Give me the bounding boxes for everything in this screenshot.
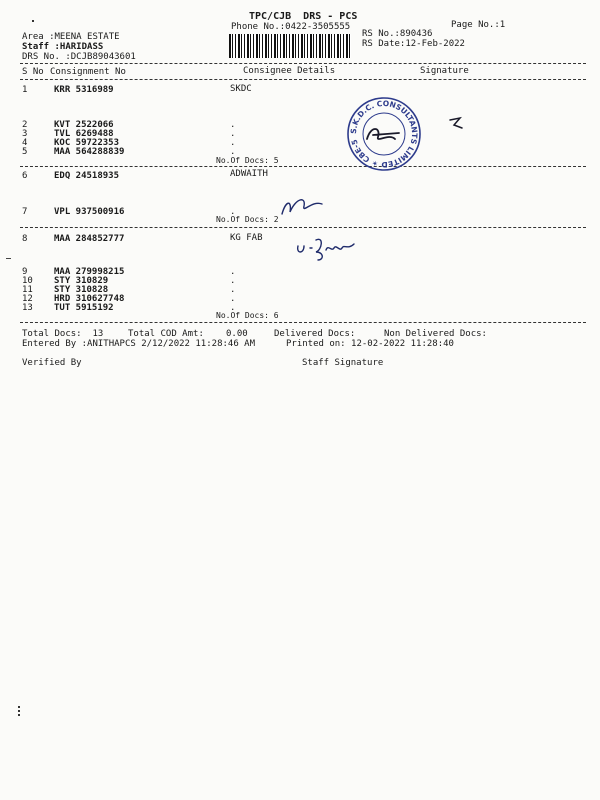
- divider: [20, 79, 586, 80]
- rs-date: RS Date:12-Feb-2022: [362, 39, 465, 49]
- row-sno: 8: [22, 234, 28, 244]
- row-sno: 5: [22, 147, 28, 157]
- signature-3: [294, 234, 358, 264]
- row-sno: 1: [22, 85, 28, 95]
- group-doc-count: No.Of Docs: 5: [216, 156, 279, 165]
- divider: [20, 227, 586, 228]
- row-consignment: KRR 5316989: [54, 85, 114, 95]
- row-consignment: STY 310829: [54, 276, 109, 286]
- page-number: Page No.:1: [451, 20, 506, 30]
- row-consignment: MAA 564288839: [54, 147, 125, 157]
- row-consignment: MAA 284852777: [54, 234, 125, 244]
- row-consignment: HRD 310627748: [54, 294, 125, 304]
- entered-by: Entered By :ANITHAPCS 2/12/2022 11:28:46 AM: [22, 339, 255, 349]
- divider: [20, 63, 586, 64]
- row-sno: 4: [22, 138, 28, 148]
- rs-number: RS No.:890436: [362, 29, 433, 39]
- row-sno: 7: [22, 207, 28, 217]
- group-doc-count: No.Of Docs: 2: [216, 215, 279, 224]
- row-consignment: TVL 6269488: [54, 129, 114, 139]
- area-label: Area :MEENA ESTATE: [22, 32, 120, 42]
- signature-2: [278, 194, 330, 222]
- row-consignee: .: [230, 267, 236, 277]
- row-consignment: KVT 2522066: [54, 120, 114, 130]
- total-docs: Total Docs: 13: [22, 329, 104, 339]
- barcode: [229, 34, 351, 58]
- row-sno: 2: [22, 120, 28, 130]
- row-consignee: .: [230, 138, 236, 148]
- divider: [20, 322, 586, 323]
- row-sno: 12: [22, 294, 33, 304]
- table-row: [0, 169, 600, 182]
- row-consignee: .: [230, 276, 236, 286]
- col-consignee: Consignee Details: [243, 66, 336, 76]
- row-consignee: .: [230, 303, 236, 313]
- row-consignment: KOC 59722353: [54, 138, 120, 148]
- row-consignment: MAA 279998215: [54, 267, 125, 277]
- row-consignee: .: [230, 147, 236, 157]
- row-sno: 11: [22, 285, 33, 295]
- scan-speck: [18, 706, 26, 716]
- row-consignee: .: [230, 120, 236, 130]
- scan-speck: [6, 258, 11, 259]
- row-consignee: ADWAITH: [230, 169, 268, 179]
- row-consignee: SKDC: [230, 84, 252, 94]
- group-doc-count: No.Of Docs: 6: [216, 311, 279, 320]
- row-consignee: .: [230, 207, 236, 217]
- signature-mark-1: [448, 116, 466, 132]
- printed-on: Printed on: 12-02-2022 11:28:40: [286, 339, 454, 349]
- row-consignment: EDQ 24518935: [54, 171, 120, 181]
- company-stamp: [341, 88, 423, 173]
- verified-by: Verified By: [22, 358, 82, 368]
- row-consignment: TUT 5915192: [54, 303, 114, 313]
- staff-label: Staff :HARIDASS: [22, 42, 104, 52]
- row-sno: 9: [22, 267, 28, 277]
- row-consignee: .: [230, 294, 236, 304]
- col-signature: Signature: [420, 66, 469, 76]
- row-sno: 10: [22, 276, 33, 286]
- row-consignee: .: [230, 129, 236, 139]
- divider: [20, 166, 586, 167]
- row-consignee: KG FAB: [230, 233, 263, 243]
- table-row: [0, 304, 600, 314]
- row-sno: 6: [22, 171, 28, 181]
- row-sno: 13: [22, 303, 33, 313]
- total-cod-value: 0.00: [226, 329, 248, 339]
- non-delivered-docs: Non Delivered Docs:: [384, 329, 487, 339]
- staff-signature-label: Staff Signature: [302, 358, 384, 368]
- report-title: TPC/CJB DRS - PCS: [249, 11, 358, 22]
- delivered-docs: Delivered Docs:: [274, 329, 356, 339]
- col-sno: S No: [22, 67, 44, 77]
- table-row: [0, 148, 600, 158]
- row-consignment: STY 310828: [54, 285, 109, 295]
- drs-number: DRS No. :DCJB89043601: [22, 52, 136, 62]
- total-cod-label: Total COD Amt:: [128, 329, 204, 339]
- svg-text:S.K.D.C. CONSULTANTS LIMITED ✶: S.K.D.C. CONSULTANTS LIMITED ✶ CBE-5 ✶: [341, 88, 420, 170]
- col-consignment: Consignment No: [50, 67, 126, 77]
- row-consignee: .: [230, 285, 236, 295]
- row-sno: 3: [22, 129, 28, 139]
- phone-number: Phone No.:0422-3505555: [231, 22, 351, 32]
- row-consignment: VPL 937500916: [54, 207, 125, 217]
- table-row: [0, 86, 600, 96]
- scan-speck: [32, 20, 34, 22]
